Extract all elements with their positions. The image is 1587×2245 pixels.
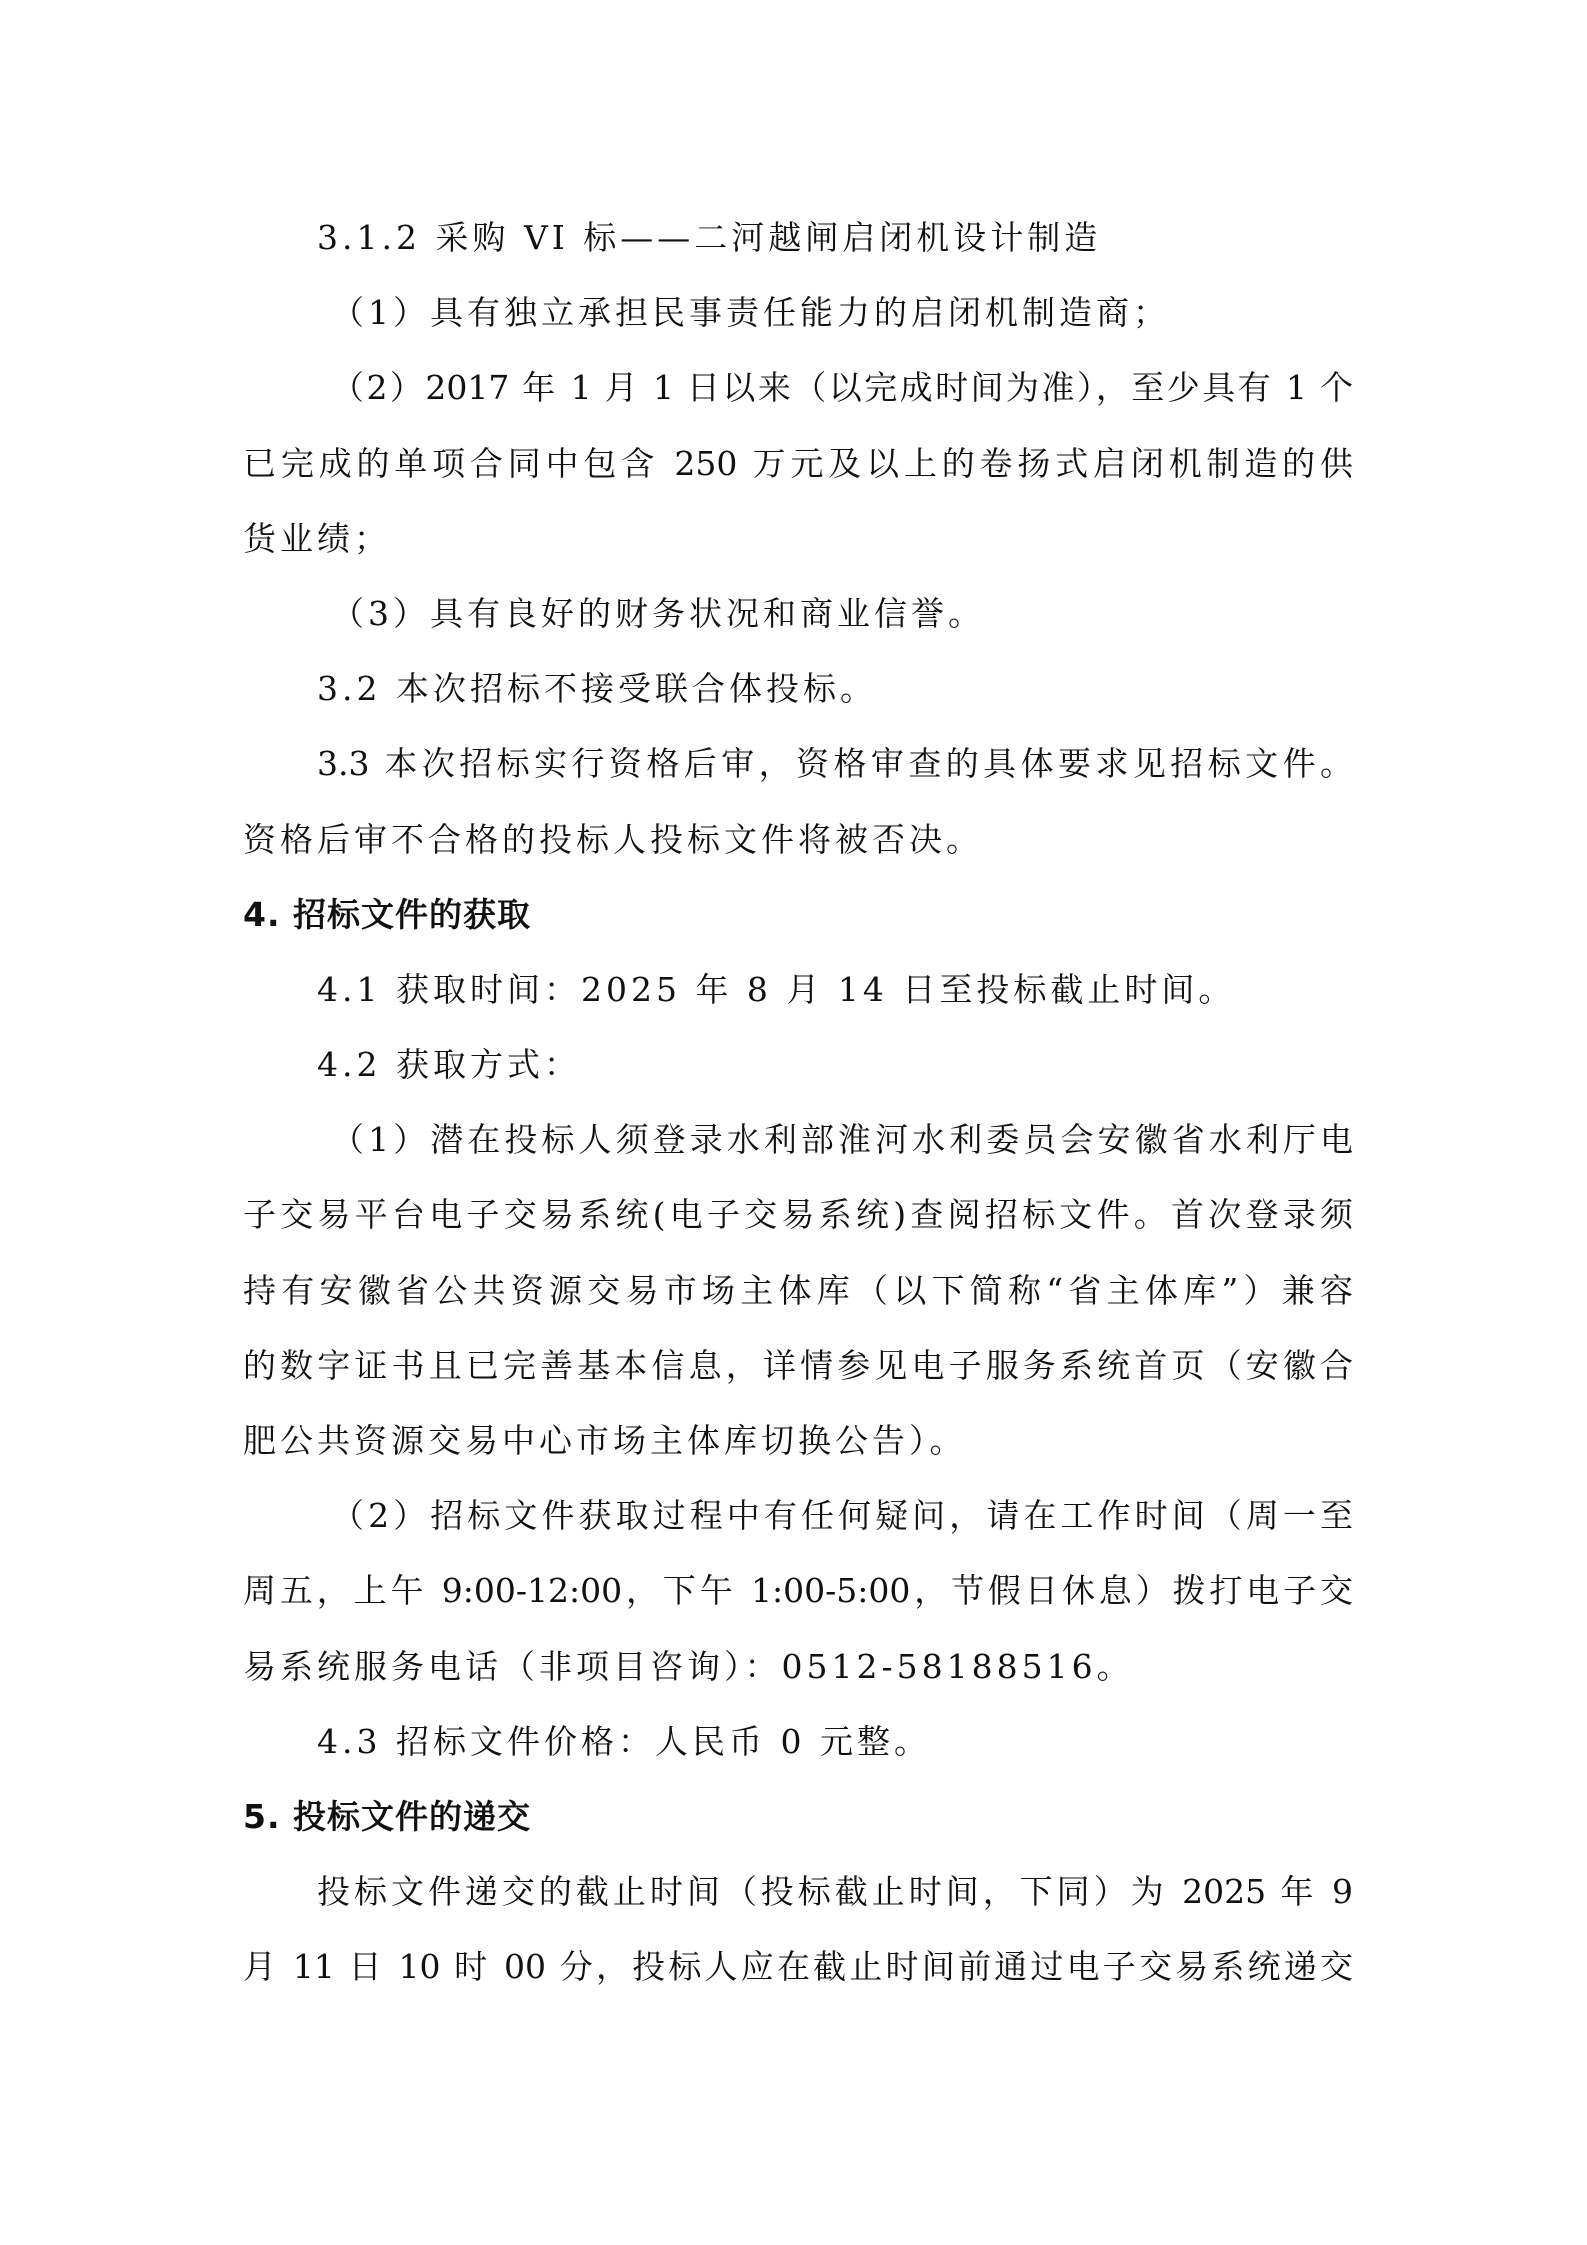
method-1-line-5: 肥公共资源交易中心市场主体库切换公告）。	[243, 1421, 967, 1460]
requirement-2-line-1: （2）2017 年 1 月 1 日以来（以完成时间为准），至少具有 1 个	[331, 368, 1353, 408]
clause-4-2: 4.2 获取方式：	[317, 1045, 581, 1085]
clause-4-1: 4.1 获取时间：2025 年 8 月 14 日至投标截止时间。	[317, 969, 1236, 1009]
method-2-line-3: 易系统服务电话（非项目咨询）：0512-58188516。	[243, 1646, 1134, 1686]
requirement-2-line-3: 货业绩；	[243, 518, 391, 558]
clause-4-3: 4.3 招标文件价格：人民币 0 元整。	[317, 1721, 931, 1761]
document-page	[243, 200, 1353, 2005]
method-1-line-4: 的数字证书且已完善基本信息，详情参见电子服务系统首页（安徽合	[243, 1345, 1353, 1385]
clause-3-2: 3.2 本次招标不接受联合体投标。	[317, 669, 877, 709]
clause-3-1-2-title: 3.1.2 采购 VI 标——二河越闸启闭机设计制造	[317, 218, 1102, 257]
method-1-line-3: 持有安徽省公共资源交易市场主体库（以下简称“省主体库”）兼容	[243, 1270, 1353, 1310]
method-1-line-2: 子交易平台电子交易系统(电子交易系统)查阅招标文件。首次登录须	[243, 1195, 1353, 1235]
requirement-3: （3）具有良好的财务状况和商业信誉。	[331, 593, 985, 633]
requirement-2-line-2: 已完成的单项合同中包含 250 万元及以上的卷扬式启闭机制造的供	[243, 443, 1353, 483]
section-5-line-2: 月 11 日 10 时 00 分，投标人应在截止时间前通过电子交易系统递交	[243, 1947, 1353, 1987]
section-5-heading: 5. 投标文件的递交	[243, 1796, 531, 1836]
method-2-line-1: （2）招标文件获取过程中有任何疑问，请在工作时间（周一至	[331, 1496, 1353, 1536]
method-1-line-1: （1）潜在投标人须登录水利部淮河水利委员会安徽省水利厅电	[331, 1120, 1353, 1160]
section-5-line-1: 投标文件递交的截止时间（投标截止时间，下同）为 2025 年 9	[317, 1872, 1353, 1912]
clause-3-3-line-1: 3.3 本次招标实行资格后审，资格审查的具体要求见招标文件。	[317, 744, 1353, 784]
clause-3-3-line-2: 资格后审不合格的投标人投标文件将被否决。	[243, 819, 983, 859]
method-2-line-2: 周五，上午 9:00-12:00，下午 1:00-5:00，节假日休息）拨打电子交	[243, 1571, 1353, 1611]
requirement-1: （1）具有独立承担民事责任能力的启闭机制造商；	[331, 293, 1170, 333]
section-4-heading: 4. 招标文件的获取	[243, 894, 531, 934]
